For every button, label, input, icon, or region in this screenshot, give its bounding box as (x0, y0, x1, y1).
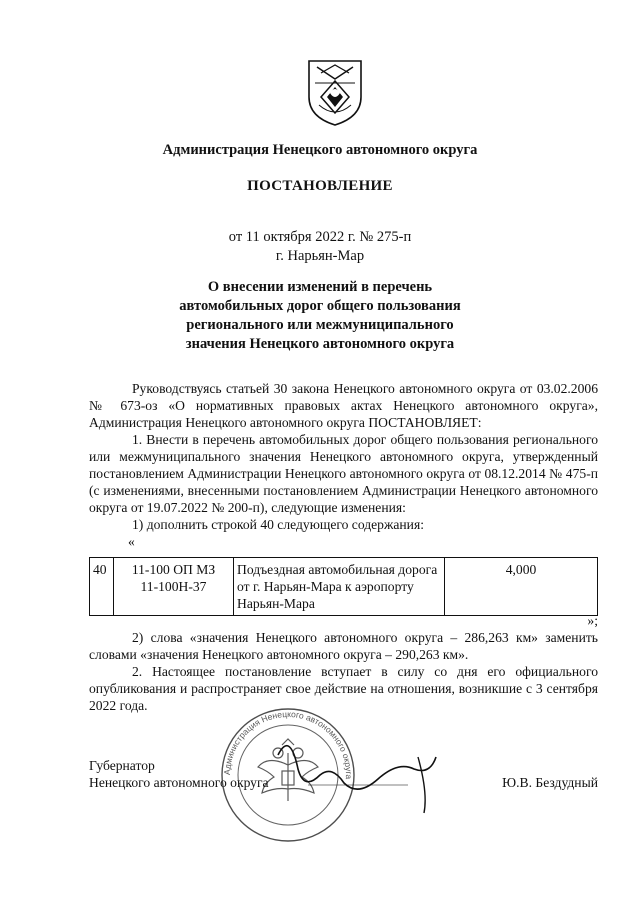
document-type: ПОСТАНОВЛЕНИЕ (247, 178, 393, 194)
subject-line: регионального или межмуниципального (186, 317, 454, 333)
road-name-line: Подъездная автомобильная дорога (237, 562, 438, 577)
road-length-cell: 4,000 (445, 558, 598, 616)
road-code-secondary: 11-100Н-37 (140, 579, 207, 594)
signatory-title-line: Ненецкого автономного округа (89, 775, 269, 790)
road-name-line: Нарьян-Мара (237, 596, 315, 611)
subject-line: значения Ненецкого автономного округа (185, 336, 455, 352)
preamble-paragraph: Руководствуясь статьей 30 закона Ненецкого автономного округа от 03.02.2006 № 673-оз «О нормативных правовых актах Ненецкого автономного округа», Администрация Ненецкого автономного округа ПОСТАНОВЛЯЕТ: (89, 381, 598, 430)
road-code-primary: 11-100 ОП МЗ (131, 562, 216, 577)
place: г. Нарьян-Мар (275, 248, 365, 264)
handwritten-signature-icon (268, 735, 458, 815)
row-number-cell: 40 (90, 558, 114, 616)
item-1-paragraph: 1. Внести в перечень автомобильных дорог общего пользования регионального или межмуниципального значения Ненецкого автономного округа, утвержденный постановлением Администрации Ненецкого автономного округа от 08.12.2014 № 475-п (с изменениями, внесенными постановлением Администрации Ненецкого автономного округа от 19.07.2022 № 200-п), следующие изменения: (89, 432, 598, 515)
seal-text: Администрация Ненецкого автономного округа (221, 708, 355, 780)
item-1-2-paragraph: 2) слова «значения Ненецкого автономного округа – 286,263 км» заменить словами «значения Ненецкого автономного округа – 290,263 км». (89, 630, 598, 662)
road-name-line: от г. Нарьян-Мара к аэропорту (237, 579, 414, 594)
document-meta (0, 228, 640, 266)
table-row (90, 558, 598, 616)
signatory-name: Ю.В. Бездудный (502, 775, 598, 790)
organization-title: Администрация Ненецкого автономного округа (162, 142, 478, 158)
open-quote: « (128, 534, 135, 549)
date-number: от 11 октября 2022 г. № 275-п (228, 229, 412, 245)
signatory-title-line: Губернатор (89, 758, 155, 773)
close-quote: »; (587, 613, 598, 628)
road-name-cell (234, 558, 445, 616)
subject-line: автомобильных дорог общего пользования (179, 298, 461, 314)
nenets-coat-of-arms-icon (303, 57, 367, 127)
subject-line: О внесении изменений в перечень (207, 279, 433, 295)
document-body-continued (89, 612, 598, 714)
item-1-1-paragraph: 1) дополнить строкой 40 следующего содержания: (132, 517, 424, 532)
inserted-row-table (89, 557, 598, 616)
document-subject (0, 278, 640, 354)
item-2-paragraph: 2. Настоящее постановление вступает в силу со дня его официального опубликования и распространяет свое действие на отношения, возникшие с 3 сентября 2022 года. (89, 664, 598, 713)
road-code-cell (114, 558, 234, 616)
signatory-title (89, 757, 269, 791)
document-body (89, 380, 598, 550)
